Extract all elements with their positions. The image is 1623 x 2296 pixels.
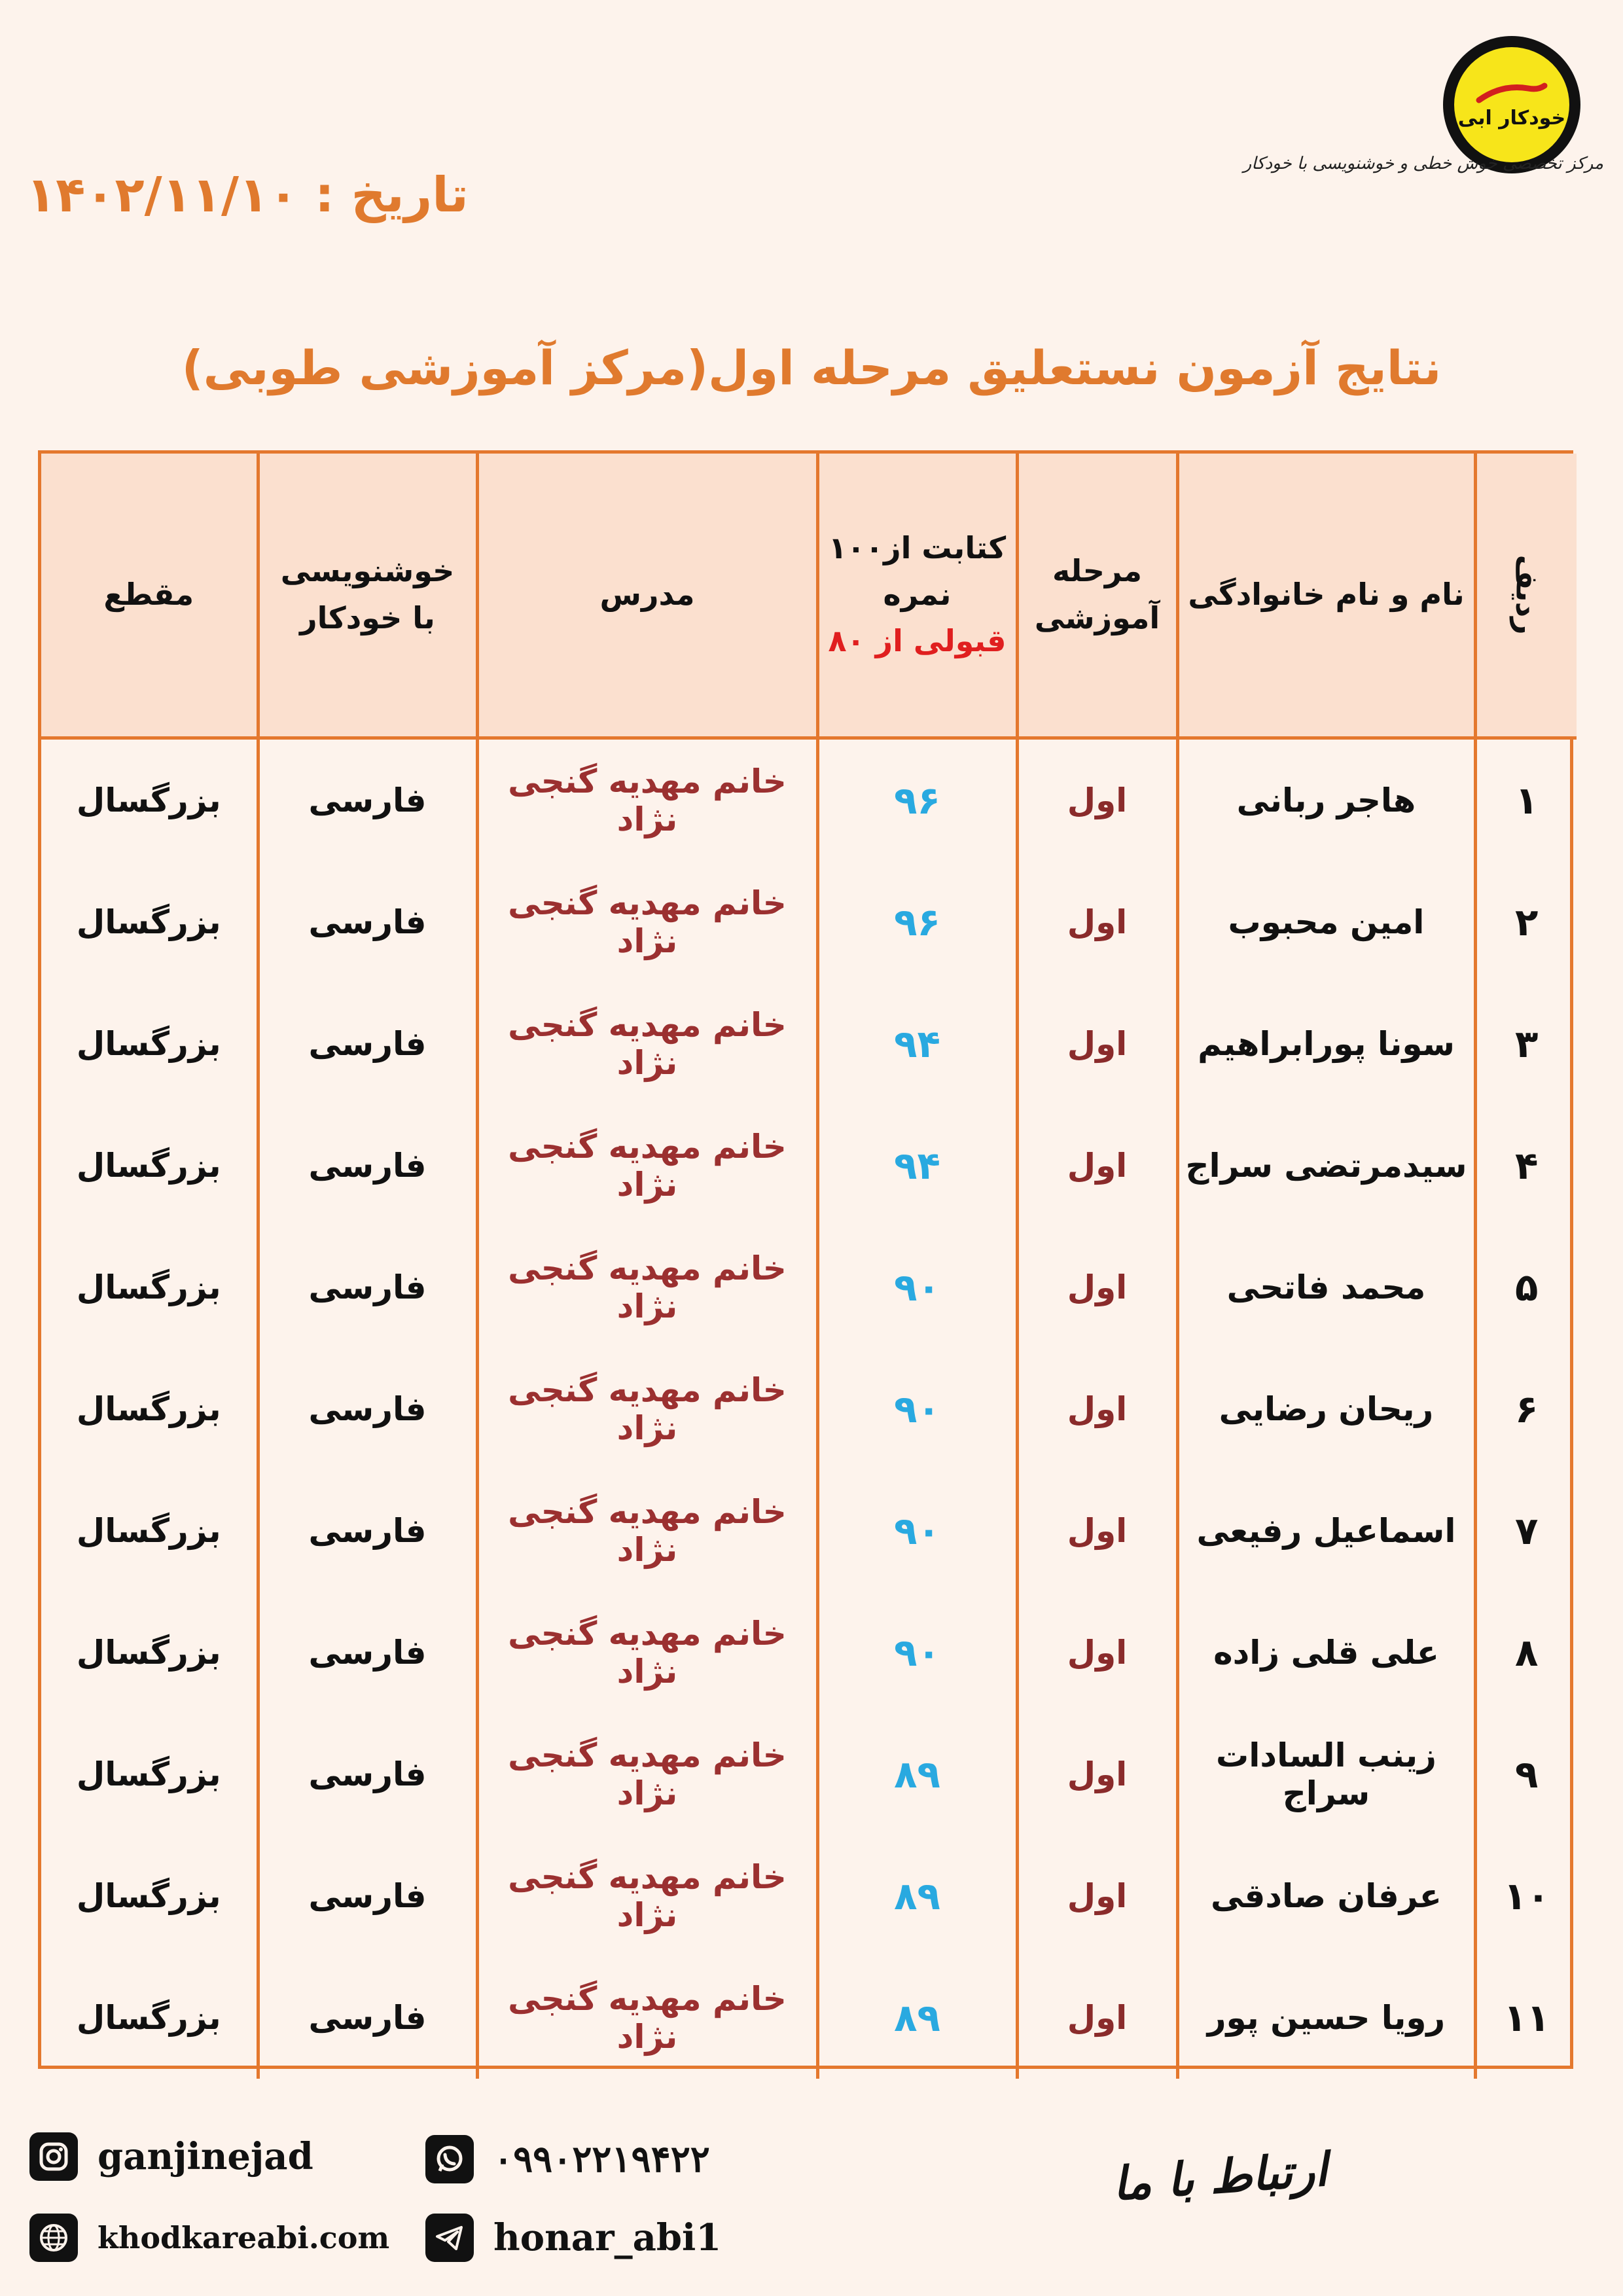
pen-swoosh-icon (1476, 81, 1548, 107)
style-value: فارسی (258, 1227, 477, 1348)
row-number: ۴ (1475, 1105, 1577, 1227)
instagram-icon (29, 2132, 78, 2181)
score-value: ۸۹ (817, 1957, 1017, 2079)
header-name: نام و نام خانوادگی (1177, 454, 1475, 738)
teacher-name: خانم مهدیه گنجی نژاد (477, 1713, 817, 1835)
level-value: بزرگسال (76, 1755, 221, 1793)
table-row (41, 738, 1577, 861)
student-name: امین محبوب (1177, 861, 1475, 983)
globe-icon (29, 2214, 78, 2262)
row-number: ۱ (1475, 738, 1577, 861)
student-name: عرفان صادقی (1177, 1835, 1475, 1957)
style-value: فارسی (258, 1957, 477, 2079)
table-row (41, 1592, 1577, 1713)
date-label: تاریخ : ۱۴۰۲/۱۱/۱۰ (26, 167, 469, 223)
style-value: فارسی (258, 1592, 477, 1713)
stage-value: اول (1017, 1348, 1177, 1470)
teacher-name: خانم مهدیه گنجی نژاد (477, 1470, 817, 1592)
stage-value: اول (1017, 861, 1177, 983)
table-row (41, 1470, 1577, 1592)
stage-value: اول (1017, 983, 1177, 1105)
stage-value: اول (1017, 1227, 1177, 1348)
teacher-name: خانم مهدیه گنجی نژاد (477, 983, 817, 1105)
results-table (38, 450, 1573, 2069)
whatsapp-contact[interactable] (425, 2135, 710, 2183)
whatsapp-icon (425, 2135, 474, 2183)
website-contact[interactable] (29, 2214, 389, 2262)
score-value: ۹۶ (817, 738, 1017, 861)
page-title: نتایج آزمون نستعلیق مرحله اول(مرکز آموزشی طوبی) (181, 340, 1442, 395)
level-value: بزرگسال (76, 1633, 221, 1672)
teacher-name: خانم مهدیه گنجی نژاد (477, 1105, 817, 1227)
table-header-row (41, 454, 1577, 738)
style-value: فارسی (258, 738, 477, 861)
level-value: بزرگسال (76, 1024, 221, 1063)
level-value: بزرگسال (76, 1511, 221, 1550)
pass-threshold-note: قبولی از ۸۰ (828, 623, 1007, 659)
header-row-number: ردیف (1475, 454, 1577, 738)
website-url: khodkareabi.com (98, 2220, 390, 2255)
row-number: ۳ (1475, 983, 1577, 1105)
row-number: ۷ (1475, 1470, 1577, 1592)
student-name: محمد فاتحی (1177, 1227, 1475, 1348)
style-value: فارسی (258, 1713, 477, 1835)
level-value: بزرگسال (76, 781, 221, 819)
style-value: فارسی (258, 983, 477, 1105)
logo-text: خودکار ابی (1457, 106, 1566, 130)
score-value: ۸۹ (817, 1835, 1017, 1957)
stage-value: اول (1017, 1592, 1177, 1713)
score-value: ۹۰ (817, 1592, 1017, 1713)
student-name: زینب السادات سراج (1177, 1713, 1475, 1835)
table-row (41, 1105, 1577, 1227)
score-value: ۸۹ (817, 1713, 1017, 1835)
table-row (41, 861, 1577, 983)
stage-value: اول (1017, 1957, 1177, 2079)
instagram-contact[interactable] (29, 2132, 313, 2181)
level-value: بزرگسال (76, 1876, 221, 1915)
row-number: ۶ (1475, 1348, 1577, 1470)
level-value: بزرگسال (76, 1998, 221, 2037)
score-value: ۹۴ (817, 983, 1017, 1105)
table-row (41, 1713, 1577, 1835)
table-row (41, 1835, 1577, 1957)
stage-value: اول (1017, 1835, 1177, 1957)
stage-value: اول (1017, 1713, 1177, 1835)
teacher-name: خانم مهدیه گنجی نژاد (477, 1957, 817, 2079)
level-value: بزرگسال (76, 1268, 221, 1306)
row-number: ۲ (1475, 861, 1577, 983)
style-value: فارسی (258, 861, 477, 983)
brand-tagline: مرکز تخصصی خوش خطی و خوشنویسی با خودکار (1243, 154, 1603, 173)
phone-number: ۰۹۹۰۲۲۱۹۴۲۲ (493, 2138, 710, 2181)
level-value: بزرگسال (76, 903, 221, 941)
student-name: سیدمرتضی سراج (1177, 1105, 1475, 1227)
student-name: علی قلی زاده (1177, 1592, 1475, 1713)
logo-badge (1454, 47, 1569, 162)
row-number: ۱۰ (1475, 1835, 1577, 1957)
level-value: بزرگسال (76, 1390, 221, 1428)
instagram-handle: ganjinejad (98, 2135, 313, 2178)
style-value: فارسی (258, 1105, 477, 1227)
telegram-contact[interactable] (425, 2214, 721, 2262)
header-level: مقطع (41, 454, 258, 738)
teacher-name: خانم مهدیه گنجی نژاد (477, 1835, 817, 1957)
score-value: ۹۰ (817, 1348, 1017, 1470)
score-value: ۹۰ (817, 1227, 1017, 1348)
teacher-name: خانم مهدیه گنجی نژاد (477, 861, 817, 983)
student-name: رویا حسین پور (1177, 1957, 1475, 2079)
score-value: ۹۶ (817, 861, 1017, 983)
header-teacher: مدرس (477, 454, 817, 738)
stage-value: اول (1017, 1470, 1177, 1592)
teacher-name: خانم مهدیه گنجی نژاد (477, 1227, 817, 1348)
student-name: هاجر ربانی (1177, 738, 1475, 861)
stage-value: اول (1017, 1105, 1177, 1227)
row-number: ۹ (1475, 1713, 1577, 1835)
header-stage: مرحله آموزشی (1017, 454, 1177, 738)
style-value: فارسی (258, 1470, 477, 1592)
style-value: فارسی (258, 1348, 477, 1470)
student-name: ریحان رضایی (1177, 1348, 1475, 1470)
row-number: ۵ (1475, 1227, 1577, 1348)
teacher-name: خانم مهدیه گنجی نژاد (477, 1348, 817, 1470)
score-value: ۹۰ (817, 1470, 1017, 1592)
row-number: ۱۱ (1475, 1957, 1577, 2079)
stage-value: اول (1017, 738, 1177, 861)
header-score: کتابت از۱۰۰ نمره قبولی از ۸۰ (817, 454, 1017, 738)
row-number: ۸ (1475, 1592, 1577, 1713)
telegram-icon (425, 2214, 474, 2262)
table-row (41, 983, 1577, 1105)
student-name: اسماعیل رفیعی (1177, 1470, 1475, 1592)
level-value: بزرگسال (76, 1146, 221, 1185)
score-value: ۹۴ (817, 1105, 1017, 1227)
telegram-handle: honar_abi1 (493, 2216, 722, 2259)
style-value: فارسی (258, 1835, 477, 1957)
table-row (41, 1348, 1577, 1470)
student-name: سونا پورابراهیم (1177, 983, 1475, 1105)
table-row (41, 1227, 1577, 1348)
brand-logo (1443, 36, 1580, 173)
contact-us-label: ارتباط با ما (1111, 2142, 1329, 2212)
table-row (41, 1957, 1577, 2079)
teacher-name: خانم مهدیه گنجی نژاد (477, 1592, 817, 1713)
teacher-name: خانم مهدیه گنجی نژاد (477, 738, 817, 861)
header-style: خوشنویسی با خودکار (258, 454, 477, 738)
